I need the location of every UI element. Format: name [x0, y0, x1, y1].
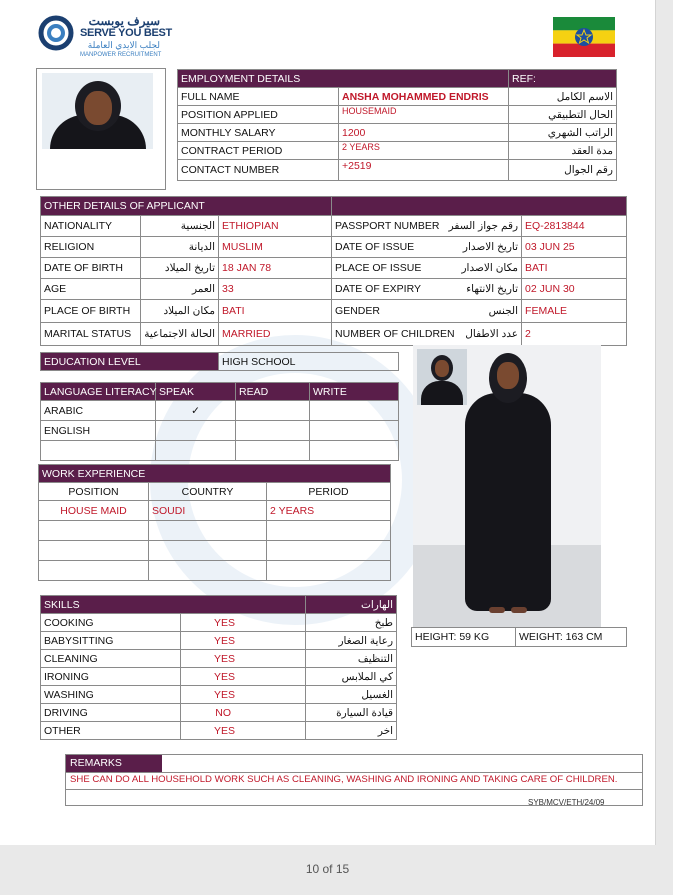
work-experience-header: WORK EXPERIENCE: [39, 465, 391, 483]
marital-status-label-ar: الحالة الاجتماعية: [141, 323, 219, 346]
language-name: ENGLISH: [41, 421, 156, 441]
passport-number-label: PASSPORT NUMBER: [332, 216, 472, 237]
skill-value: YES: [181, 668, 306, 686]
employment-header: EMPLOYMENT DETAILS: [178, 70, 509, 88]
skill-value: YES: [181, 614, 306, 632]
height-value: HEIGHT: 59 KG: [412, 628, 516, 647]
other-details-header: OTHER DETAILS OF APPLICANT: [41, 197, 332, 216]
write-header: WRITE: [310, 383, 399, 401]
work-experience-table: [38, 464, 391, 581]
full-name-value: ANSHA MOHAMMED ENDRIS: [339, 88, 509, 106]
place-of-issue-label-ar: مكان الاصدار: [472, 258, 522, 279]
skill-value: YES: [181, 686, 306, 704]
nationality-label: NATIONALITY: [41, 216, 141, 237]
skill-name-ar: كي الملابس: [306, 668, 397, 686]
children-label: NUMBER OF CHILDREN: [332, 323, 472, 346]
position-label-ar: الحال التطبيقي: [509, 106, 617, 124]
ethiopia-flag-icon: [553, 17, 615, 57]
issue-date-label: DATE OF ISSUE: [332, 237, 472, 258]
work-period: 2 YEARS: [267, 501, 391, 521]
gender-label-ar: الجنس: [472, 300, 522, 323]
footer-code: SYB/MCV/ETH/24/09: [528, 798, 605, 807]
issue-date-value: 03 JUN 25: [522, 237, 627, 258]
contact-label-ar: رقم الجوال: [509, 160, 617, 181]
skill-name-ar: طبخ: [306, 614, 397, 632]
contact-value: +2519: [339, 160, 509, 181]
position-value: HOUSEMAID: [339, 106, 509, 124]
full-name-label-ar: الاسم الكامل: [509, 88, 617, 106]
children-label-ar: عدد الاطفال: [472, 323, 522, 346]
passport-number-value: EQ-2813844: [522, 216, 627, 237]
ref-label: REF:: [509, 70, 617, 88]
work-position-header: POSITION: [39, 483, 149, 501]
skill-value: YES: [181, 632, 306, 650]
remarks-header: REMARKS: [66, 755, 162, 772]
place-of-issue-value: BATI: [522, 258, 627, 279]
children-value: 2: [522, 323, 627, 346]
company-tagline-ar: لجلب الايدي العاملة: [87, 40, 160, 50]
contract-label: CONTRACT PERIOD: [178, 142, 339, 160]
expiry-date-label-ar: تاريخ الانتهاء: [472, 279, 522, 300]
age-label-ar: العمر: [141, 279, 219, 300]
education-value: HIGH SCHOOL: [219, 353, 399, 371]
salary-label: MONTHLY SALARY: [178, 124, 339, 142]
passport-photo: [42, 73, 153, 149]
skill-name: COOKING: [41, 614, 181, 632]
religion-label: RELIGION: [41, 237, 141, 258]
place-of-birth-label: PLACE OF BIRTH: [41, 300, 141, 323]
contact-label: CONTACT NUMBER: [178, 160, 339, 181]
place-of-birth-label-ar: مكان الميلاد: [141, 300, 219, 323]
contract-label-ar: مدة العقد: [509, 142, 617, 160]
marital-status-label: MARITAL STATUS: [41, 323, 141, 346]
passport-photo-frame: [36, 68, 166, 190]
skill-name: BABYSITTING: [41, 632, 181, 650]
skill-name-ar: التنظيف: [306, 650, 397, 668]
place-of-birth-value: BATI: [219, 300, 332, 323]
employment-details-table: [177, 69, 617, 181]
dob-label-ar: تاريخ الميلاد: [141, 258, 219, 279]
religion-label-ar: الديانة: [141, 237, 219, 258]
work-period-header: PERIOD: [267, 483, 391, 501]
dob-value: 18 JAN 78: [219, 258, 332, 279]
skills-table: [40, 595, 397, 740]
company-name-en: SERVE YOU BEST: [80, 27, 172, 39]
weight-value: WEIGHT: 163 CM: [516, 628, 627, 647]
nationality-label-ar: الجنسية: [141, 216, 219, 237]
speak-check: ✓: [156, 401, 236, 421]
salary-label-ar: الراتب الشهري: [509, 124, 617, 142]
skill-name-ar: اخر: [306, 722, 397, 740]
passport-number-label-ar: رقم جواز السفر: [472, 216, 522, 237]
gender-value: FEMALE: [522, 300, 627, 323]
full-name-label: FULL NAME: [178, 88, 339, 106]
speak-header: SPEAK: [156, 383, 236, 401]
full-body-photo: [413, 345, 601, 627]
age-label: AGE: [41, 279, 141, 300]
issue-date-label-ar: تاريخ الاصدار: [472, 237, 522, 258]
company-tagline-en: MANPOWER RECRUITMENT: [80, 52, 162, 58]
work-country: SOUDI: [149, 501, 267, 521]
education-table: [40, 352, 399, 371]
skill-value: NO: [181, 704, 306, 722]
skill-name: CLEANING: [41, 650, 181, 668]
company-logo-icon: [38, 15, 74, 51]
place-of-issue-label: PLACE OF ISSUE: [332, 258, 472, 279]
language-table: [40, 382, 399, 461]
age-value: 33: [219, 279, 332, 300]
religion-value: MUSLIM: [219, 237, 332, 258]
language-name: ARABIC: [41, 401, 156, 421]
skill-name: OTHER: [41, 722, 181, 740]
skill-name: DRIVING: [41, 704, 181, 722]
nationality-value: ETHIOPIAN: [219, 216, 332, 237]
skill-value: YES: [181, 722, 306, 740]
contract-value: 2 YEARS: [339, 142, 509, 160]
marital-status-value: MARRIED: [219, 323, 332, 346]
company-name-ar: سيرف يوبست: [88, 14, 160, 28]
inset-photo: [417, 349, 467, 405]
skill-name: IRONING: [41, 668, 181, 686]
expiry-date-value: 02 JUN 30: [522, 279, 627, 300]
skill-value: YES: [181, 650, 306, 668]
expiry-date-label: DATE OF EXPIRY: [332, 279, 472, 300]
skill-name: WASHING: [41, 686, 181, 704]
skills-header-ar: الهارات: [306, 596, 397, 614]
skills-header: SKILLS: [41, 596, 306, 614]
language-header: LANGUAGE LITERACY: [41, 383, 156, 401]
other-details-table: [40, 196, 627, 346]
work-position: HOUSE MAID: [39, 501, 149, 521]
position-label: POSITION APPLIED: [178, 106, 339, 124]
skill-name-ar: قيادة السيارة: [306, 704, 397, 722]
dob-label: DATE OF BIRTH: [41, 258, 141, 279]
salary-value: 1200: [339, 124, 509, 142]
gender-label: GENDER: [332, 300, 472, 323]
skill-name-ar: الغسيل: [306, 686, 397, 704]
pagination: 10 of 15: [305, 862, 350, 876]
remarks-text: SHE CAN DO ALL HOUSEHOLD WORK SUCH AS CLEANING, WASHING AND IRONING AND TAKING CARE OF CHILDREN.: [70, 774, 618, 785]
education-label: EDUCATION LEVEL: [41, 353, 219, 371]
read-header: READ: [236, 383, 310, 401]
measurements-table: [411, 627, 627, 647]
work-country-header: COUNTRY: [149, 483, 267, 501]
skill-name-ar: رعاية الصغار: [306, 632, 397, 650]
